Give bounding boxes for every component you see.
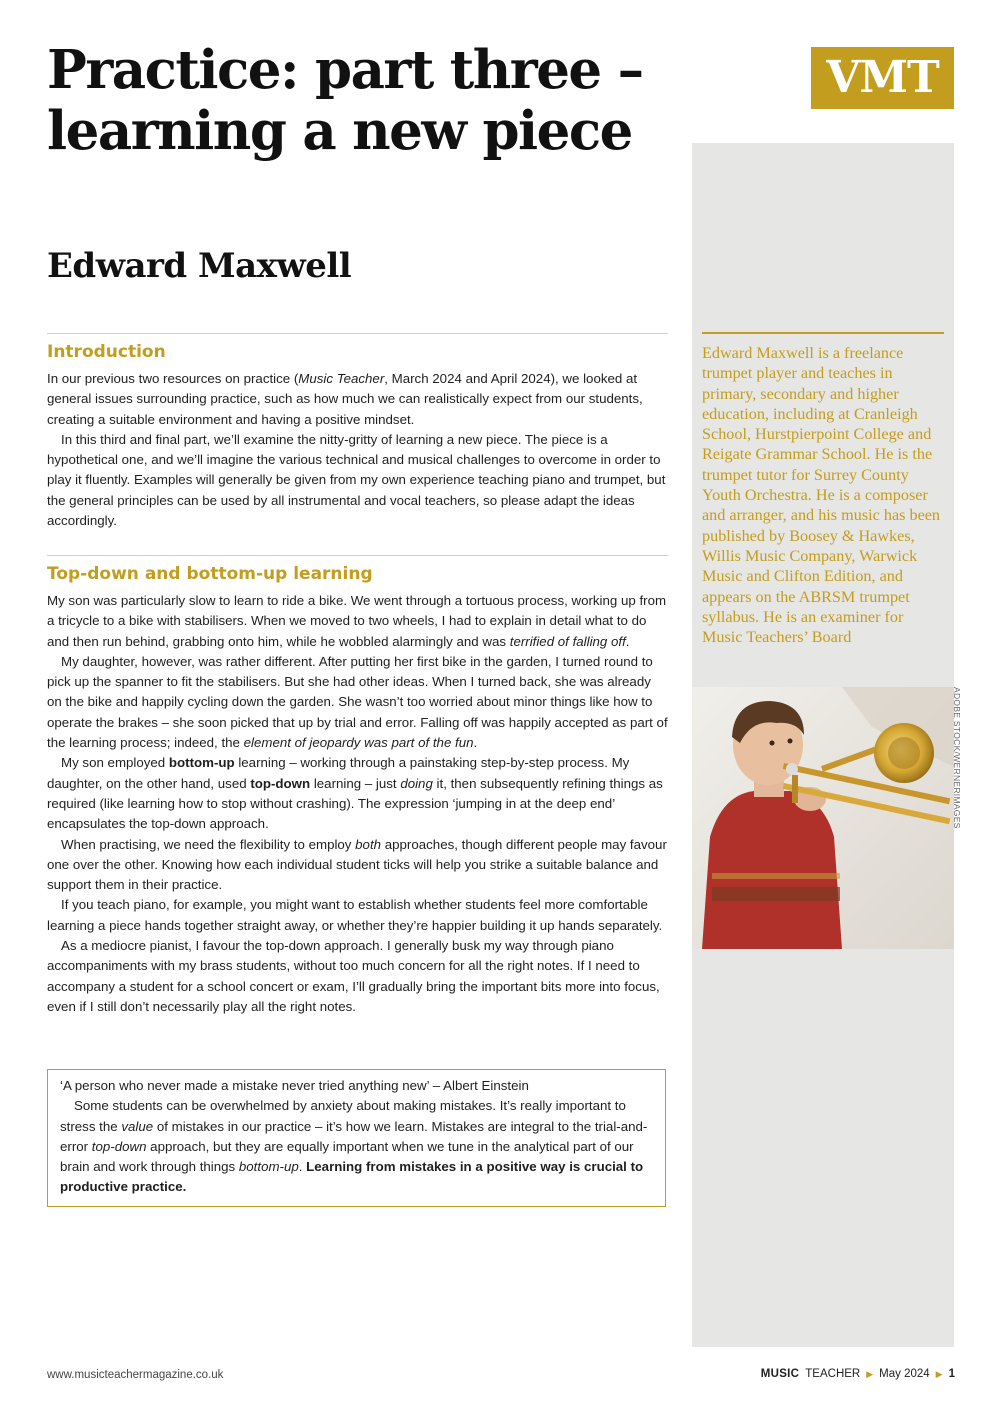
vmt-logo: VMT — [811, 47, 954, 109]
callout-paragraph: Some students can be overwhelmed by anxiety about making mistakes. It’s really important to stress the value of mistakes in our practice – it’s how we learn. Mistakes are integral to the trial-and-error top-down approach, but they are equally important when we tune in the analytical part of our brain and work through things bottom-up. Learning from mistakes in a positive way is crucial to productive practice. — [60, 1098, 648, 1195]
article-title: Practice: part three – learning a new piece — [47, 39, 643, 162]
footer-website: www.musicteachermagazine.co.uk — [47, 1369, 224, 1381]
section-divider-topdown — [47, 555, 668, 556]
topdown-paragraph-2: My daughter, however, was rather different. After putting her first bike in the garden, I turned round to pick up the spanner to fit the stabilisers. But she had other ideas. When I turned back, she was already on the bike and happily cycling down the garden. She wasn’t too worried about minor things like how to operate the brakes – she soon picked that up by trial and error. Falling off was happily accepted as part of the learning process; indeed, the element of jeopardy was part of the fun. — [47, 653, 668, 751]
triangle-arrow-icon: ▶ — [935, 1368, 943, 1379]
topdown-paragraph-3: My son employed bottom-up learning – working through a painstaking step-by-step process. My daughter, on the other hand, used top-down learning – just doing it, then subsequently refining things as required (like learning how to stop without crashing). The expression ‘jumping in at the deep end’ encapsulates the top-down approach. — [47, 755, 663, 832]
footer-page-number: 1 — [948, 1368, 955, 1380]
section-heading-introduction: Introduction — [47, 342, 166, 362]
sidebar-divider — [702, 332, 944, 334]
photo-credit: ADOBE STOCK/WERNERIMAGES — [952, 687, 962, 829]
intro-paragraph-1: In our previous two resources on practice (Music Teacher, March 2024 and April 2024), we looked at general issues surrounding practice, such as how much we can realistically expect from our students, creating a suitable environment and having a positive mindset. — [47, 371, 643, 427]
trombone-player-photo — [692, 687, 954, 949]
topdown-paragraph-5: If you teach piano, for example, you might want to establish whether students feel more comfortable learning a piece hands together straight away, or whether they’re happier building it up hands separately. — [47, 897, 663, 933]
topdown-body — [47, 591, 669, 1017]
footer-mag-bold: MUSIC — [760, 1368, 800, 1380]
section-divider-intro — [47, 333, 668, 334]
topdown-paragraph-1: My son was particularly slow to learn to ride a bike. We went through a tortuous process, working up from a tricycle to a bike with stabilisers. When we moved to two wheels, I had to explain in detail what to do and then run behind, grabbing onto him, while he wobbled alarmingly and was terrified of falling off. — [47, 593, 667, 649]
triangle-arrow-icon: ▶ — [866, 1368, 874, 1379]
author-bio: Edward Maxwell is a freelance trumpet player and teaches in primary, secondary and higher education, including at Cranleigh School, Hurstpierpoint College and Reigate Grammar School. He is the trumpet tutor for Surrey County Youth Orchestra. He is a composer and arranger, and his music has been published by Boosey & Hawkes, Willis Music Company, Warwick Music and Clifton Edition, and appears on the ABRSM trumpet syllabus. He is an examiner for Music Teachers’ Board — [702, 344, 941, 647]
author-name: Edward Maxwell — [47, 246, 352, 286]
introduction-body — [47, 369, 669, 531]
topdown-paragraph-6: As a mediocre pianist, I favour the top-down approach. I generally busk my way through piano accompaniments with my brass students, without too much concern for all the right notes. If I need to accompany a student for a school concert or exam, I’ll gradually bring the important bits more into focus, even if I still don’t necessarily play all the right notes. — [47, 938, 660, 1014]
footer-mag-rest: TEACHER — [805, 1368, 861, 1380]
footer-issue: May 2024 — [879, 1368, 930, 1380]
section-heading-topdown: Top-down and bottom-up learning — [47, 564, 373, 584]
topdown-paragraph-4: When practising, we need the flexibility to employ both approaches, though different people may favour one over the other. Knowing how each individual student ticks will help you strike a suitable balance and support them in their practice. — [47, 836, 667, 893]
callout-quote: ‘A person who never made a mistake never tried anything new’ – Albert Einstein — [60, 1078, 529, 1093]
intro-paragraph-2: In this third and final part, we’ll examine the nitty-gritty of learning a new piece. The piece is a hypothetical one, and we’ll imagine the various technical and musical challenges to overcome in order to play it fluently. Examples will generally be given from my own experience teaching piano and trumpet, but the general principles can be used by all instrumental and vocal teachers, so please adapt the ideas accordingly. — [47, 431, 666, 529]
callout-box — [47, 1069, 666, 1207]
footer-issue-info — [761, 1368, 955, 1380]
trombone-player-illustration — [692, 687, 954, 949]
